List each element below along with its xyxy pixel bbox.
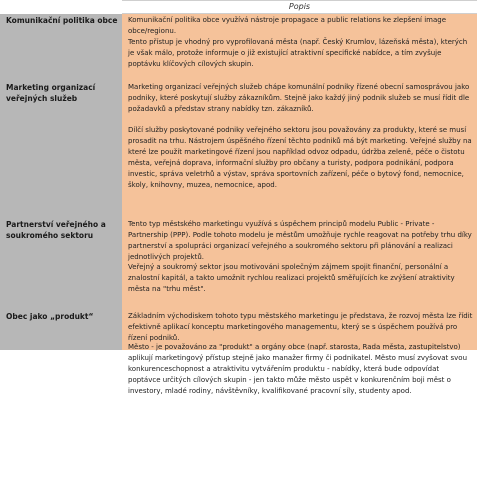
- header-popis-cell: [122, 0, 477, 14]
- row-label-marketing-organizaci: Marketing organizací veřejných služeb: [6, 83, 96, 103]
- row-label-obec-jako-produkt: Obec jako „produkt“: [6, 312, 94, 321]
- row-label-partnerstvi: Partnerství veřejného a soukromého sektoru: [6, 220, 106, 240]
- row-1-paragraph-1: Komunikační politika obce využívá nástroje propagace a public relations ke zlepšení image obce/regionu.: [128, 16, 447, 35]
- header-popis-label: Popis: [288, 2, 311, 11]
- row-4-paragraph-1: Základním východiskem tohoto typu městského marketingu je představa, že rozvoj města lze řídit efektivně aplikací konceptu marketingového managementu, který se s úspěchem používá pro řízení podniků.: [128, 312, 473, 342]
- row-2-paragraph-2: Dílčí služby poskytované podniky veřejného sektoru jsou považovány za produkty, které se musí prosadit na trhu. Nástrojem úspěšného řízení těchto podniků má být marketing. Veřejné služby na které lze použít marketingové řízení jsou například odvoz odpadu, údržba zeleně, péče o čistotu města, veřejná doprava, informační služby pro občany a turisty, podpora podnikání, podpora investic, správa veletrhů a výstav, správa sportovních zařízení, péče o bytový fond, nemocnice, školy, knihovny, muzea, nemocnice, apod.: [128, 126, 472, 189]
- table-header: [0, 0, 480, 14]
- row-3-paragraph-2: Veřejný a soukromý sektor jsou motivováni společným zájmem spojit finanční, personální a znalostní kapitál, a takto umožnit rychlou realizaci projektů směřujících ke zvýšení atraktivity města na "trhu měst".: [128, 263, 455, 293]
- row-4-paragraph-2: Město - je považováno za "produkt" a orgány obce (např. starosta, Rada města, zastupitelstvo) aplikují marketingový přístup stejně jako manažer firmy či podnikatel. Město musí zvyšovat svou konkurenceschopnost a atraktivitu vytvářením produktu - nabídky, která bude odpovídat poptávce určitých cílových skupin - jen takto může město uspět v konkurenčním boji měst o investory, mladé rodiny, návštěvníky, kvalifikované pracovní síly, studenty apod.: [128, 343, 468, 395]
- row-label-komunikacni-politika: Komunikační politika obce: [6, 16, 118, 25]
- header-empty-cell: [0, 0, 122, 14]
- label-column: [0, 14, 122, 350]
- row-2-paragraph-1: Marketing organizací veřejných služeb chápe komunální podniky řízené obecní samosprávou jako podniky, které poskytují služby zákazníkům. Stejně jako každý jiný podnik služeb se musí řídit dle požadavků a představ strany nabídky tzn. zákazníků.: [128, 83, 470, 113]
- row-1-paragraph-2: Tento přístup je vhodný pro vyprofilovaná města (např. Český Krumlov, lázeňská města), kterých je však málo, protože informuje o již existující atraktivní specifické nabídce, a tím zvyšuje poptávku klíčových cílových skupin.: [128, 38, 468, 68]
- row-3-paragraph-1: Tento typ městského marketingu využívá s úspěchem principů modelu Public - Private - Partnership (PPP). Podle tohoto modelu je městům umožňuje rychle reagovat na potřeby trhu díky partnerství a spolupráci organizací veřejného a soukromého sektoru při plánování a realizaci jednotlivých projektů.: [128, 220, 472, 261]
